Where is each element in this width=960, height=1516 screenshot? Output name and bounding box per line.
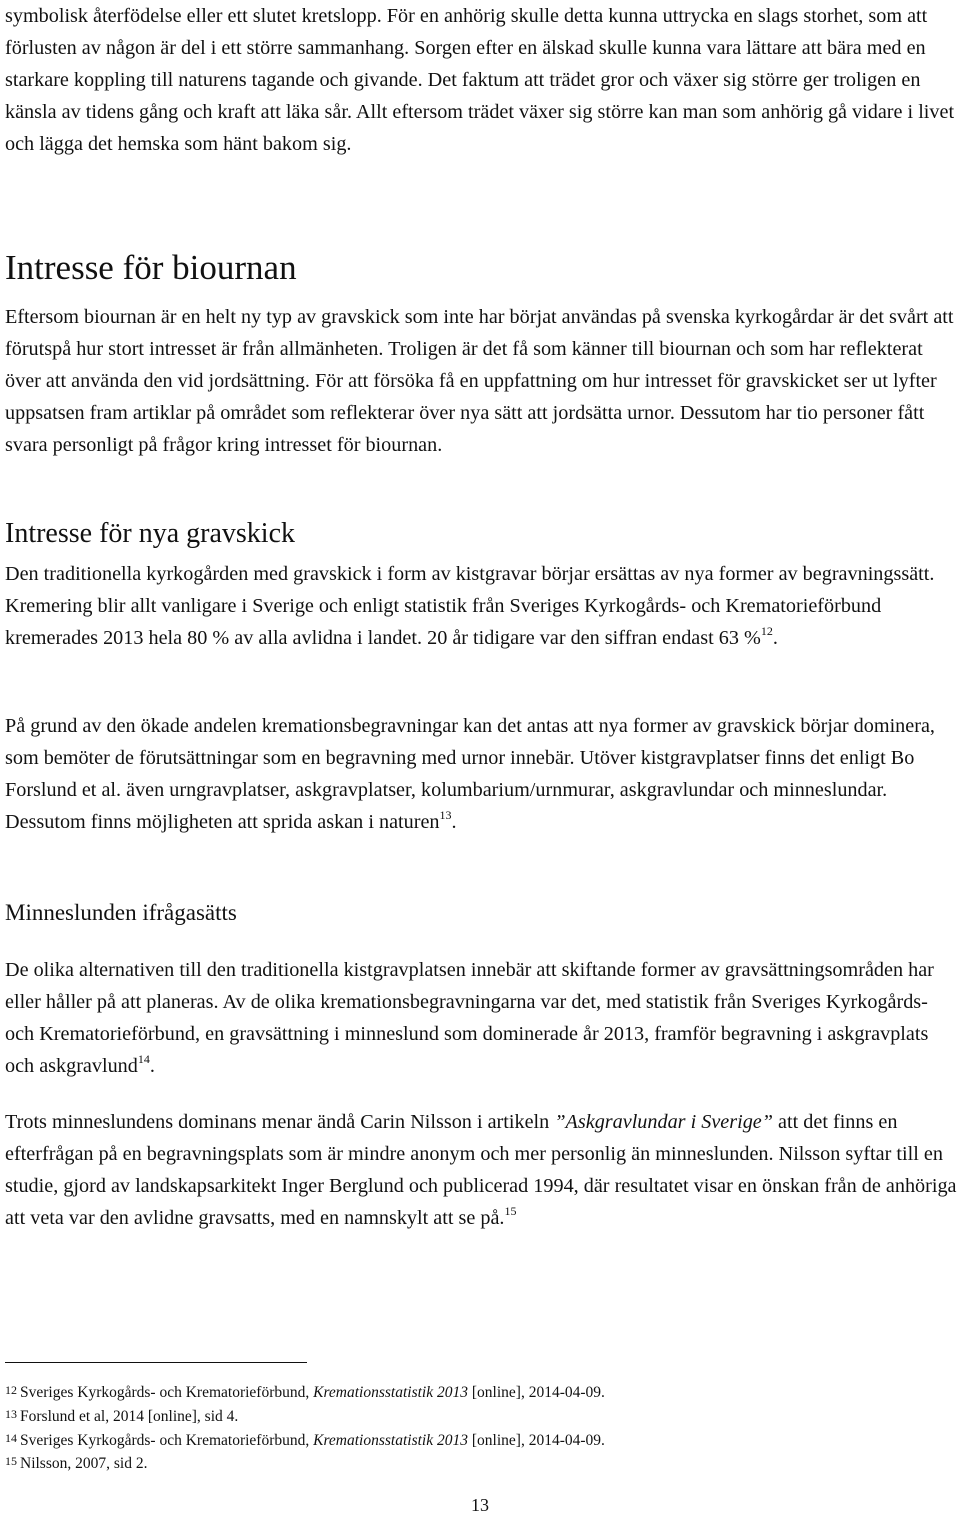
minneslunden-paragraph-1 bbox=[5, 954, 960, 1082]
footnote-divider bbox=[5, 1362, 307, 1363]
article-title: ”Askgravlundar i Sverige” bbox=[554, 1111, 773, 1133]
footnote-15 bbox=[5, 1450, 955, 1475]
nya-gravskick-paragraph-1 bbox=[5, 558, 960, 654]
paragraph-text: Den traditionella kyrkogården med gravskick i form av kistgravar börjar ersättas av nya former av begravningssätt. Kremering blir allt vanligare i Sverige och enligt statistik från Sveriges Kyrkogårds- och Krematorieförbund kremerades 2013 hela 80 % av alla avlidna i landet. 20 år tidigare var den siffran endast 63 % bbox=[5, 563, 935, 649]
section-heading-minneslunden: Minneslunden ifrågasätts bbox=[5, 900, 237, 925]
nya-gravskick-paragraph-2 bbox=[5, 710, 960, 838]
footnote-text: Sveriges Kyrkogårds- och Krematorieförbund, bbox=[20, 1384, 314, 1401]
intro-paragraph: symbolisk återfödelse eller ett slutet kretslopp. För en anhörig skulle detta kunna uttrycka en slags storhet, som att förlusten av någon är del i ett större sammanhang. Sorgen efter en älskad skulle kunna vara lättare att bära med en starkare koppling till naturens tagande och givande. Det faktum att trädet gror och växer sig större ger troligen en känsla av tidens gång och kraft att läka sår. Allt eftersom trädet växer sig större kan man som anhörig gå vidare i livet och lägga det hemska som hänt bakom sig. bbox=[5, 5, 955, 155]
paragraph-text: På grund av den ökade andelen kremationsbegravningar kan det antas att nya former av gravskick börjar dominera, som bemöter de förutsättningar som en begravning med urnor innebär. Utöver kistgravplatser finns det enligt Bo Forslund et al. även urngravplatser, askgravplatser, kolumbarium/urnmurar, askgravlundar och minneslundar. Dessutom finns möjligheten att sprida askan i naturen bbox=[5, 715, 935, 833]
footnote-source-title: Kremationsstatistik 2013 bbox=[313, 1432, 468, 1449]
footnote-number: 12 bbox=[5, 1383, 17, 1397]
footnote-source-title: Kremationsstatistik 2013 bbox=[313, 1384, 468, 1401]
footnote-text-end: [online], 2014-04-09. bbox=[468, 1432, 605, 1449]
footnote-14 bbox=[5, 1427, 955, 1452]
footnote-reference: 15 bbox=[504, 1204, 517, 1219]
footnote-reference: 13 bbox=[439, 808, 452, 823]
biournan-paragraph: Eftersom biournan är en helt ny typ av gravskick som inte har börjat användas på svenska kyrkogårdar är det svårt att förutspå hur stort intresset är från allmänheten. Troligen är det få som känner till biournan och som har reflekterat över att använda den vid jordsättning. För att försöka få en uppfattning om hur intresset för gravskicket ser ut lyfter uppsatsen fram artiklar på området som reflekterar över nya sätt att jordsätta urnor. Dessutom har tio personer fått svara personligt på frågor kring intresset för biournan. bbox=[5, 306, 954, 456]
paragraph-end: . bbox=[451, 811, 457, 833]
footnote-reference: 12 bbox=[760, 624, 773, 639]
footnote-number: 15 bbox=[5, 1454, 17, 1468]
paragraph-end: . bbox=[772, 627, 778, 649]
section-heading-biournan: Intresse för biournan bbox=[5, 248, 297, 287]
footnote-text-end: [online], 2014-04-09. bbox=[468, 1384, 605, 1401]
paragraph-text: De olika alternativen till den traditionella kistgravplatsen innebär att skiftande former av gravsättningsområden har eller håller på att planeras. Av de olika kremationsbegravningarna var det, med statistik från Sveriges Kyrkogårds- och Krematorieförbund, en gravsättning i minneslund som dominerade år 2013, framför begravning i askgravplats och askgravlund bbox=[5, 959, 934, 1077]
minneslunden-paragraph-2 bbox=[5, 1106, 960, 1234]
paragraph-text-continued: att det finns en efterfrågan på en begravningsplats som är mindre anonym och mer personlig än minneslunden. Nilsson syftar till en studie, gjord av landskapsarkitekt Inger Berglund och publicerad 1994, där resultatet visar en önskan från de anhöriga att veta var den avlidne gravsatts, med en namnskylt att se på. bbox=[5, 1111, 957, 1229]
footnote-number: 14 bbox=[5, 1431, 17, 1445]
paragraph-end: . bbox=[149, 1055, 155, 1077]
paragraph-text: Trots minneslundens dominans menar ändå Carin Nilsson i artikeln bbox=[5, 1111, 555, 1133]
footnote-text: Nilsson, 2007, sid 2. bbox=[20, 1455, 148, 1472]
footnote-text: Sveriges Kyrkogårds- och Krematorieförbund, bbox=[20, 1432, 314, 1449]
footnote-number: 13 bbox=[5, 1407, 17, 1421]
section-heading-nya-gravskick: Intresse för nya gravskick bbox=[5, 518, 296, 549]
footnote-12 bbox=[5, 1379, 955, 1404]
page-number: 13 bbox=[471, 1495, 489, 1515]
footnote-text: Forslund et al, 2014 [online], sid 4. bbox=[20, 1408, 239, 1425]
footnote-reference: 14 bbox=[137, 1052, 150, 1067]
footnote-13 bbox=[5, 1403, 955, 1428]
